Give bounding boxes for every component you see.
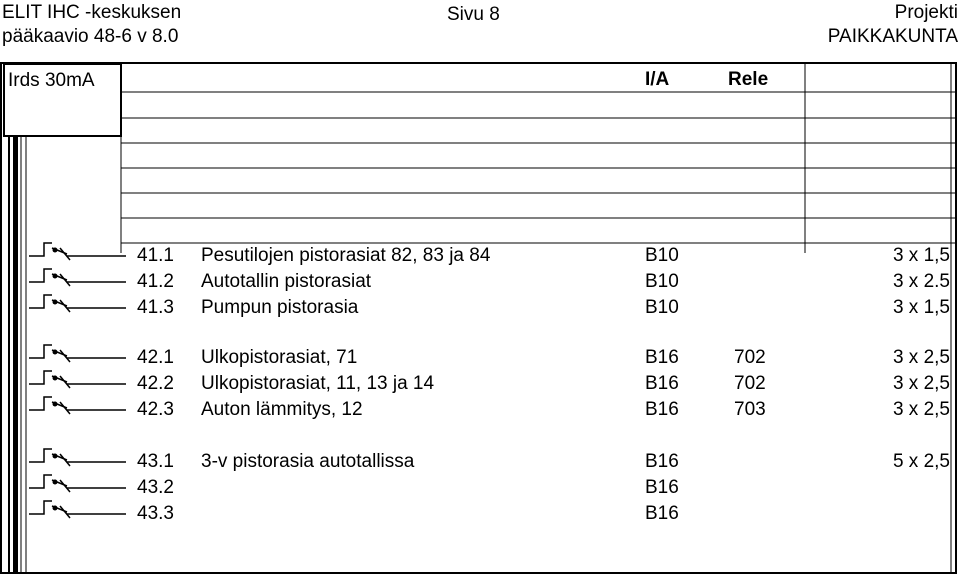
circuit-description: 3-v pistorasia autotallissa [201, 451, 415, 472]
circuit-cable: 3 x 1,5 [892, 297, 950, 318]
circuit-id: 41.3 [137, 297, 174, 318]
circuit-row [0, 475, 950, 501]
page-number: Sivu 8 [447, 4, 500, 25]
circuit-id: 41.1 [137, 245, 174, 266]
circuit-row [0, 501, 950, 527]
circuit-breaker-rating: B16 [645, 503, 679, 524]
circuit-id: 42.2 [137, 373, 174, 394]
circuit-breaker-rating: B10 [645, 297, 679, 318]
circuit-description: Pesutilojen pistorasiat 82, 83 ja 84 [201, 245, 491, 266]
circuit-id: 43.3 [137, 503, 174, 524]
col-ia-header: I/A [645, 69, 670, 90]
circuit-breaker-rating: B16 [645, 477, 679, 498]
circuit-row [0, 397, 950, 423]
col-rele-header: Rele [728, 69, 769, 90]
doc-title-line1: ELIT IHC -keskuksen [2, 2, 182, 23]
circuit-id: 42.3 [137, 399, 174, 420]
circuit-cable: 3 x 1,5 [892, 245, 950, 266]
circuit-relay: 703 [734, 399, 766, 420]
circuit-cable: 3 x 2,5 [892, 347, 950, 368]
circuit-cable: 3 x 2.5 [892, 271, 950, 292]
circuit-description: Auton lämmitys, 12 [201, 399, 363, 420]
circuit-relay: 702 [734, 347, 766, 368]
circuit-breaker-rating: B16 [645, 347, 679, 368]
circuit-breaker-rating: B10 [645, 245, 679, 266]
project-label: Projekti [894, 2, 958, 23]
doc-title-line2: pääkaavio 48-6 v 8.0 [2, 26, 179, 47]
circuit-id: 43.2 [137, 477, 174, 498]
circuit-breaker-rating: B16 [645, 399, 679, 420]
circuit-breaker-rating: B16 [645, 451, 679, 472]
circuit-id: 41.2 [137, 271, 174, 292]
circuit-cable: 3 x 2,5 [892, 373, 950, 394]
circuit-row [0, 449, 950, 475]
circuit-breaker-rating: B16 [645, 373, 679, 394]
circuit-description: Ulkopistorasiat, 71 [201, 347, 358, 368]
circuit-description: Autotallin pistorasiat [201, 271, 372, 292]
circuit-row [0, 295, 950, 321]
circuit-row [0, 243, 950, 269]
circuit-cable: 5 x 2,5 [892, 451, 950, 472]
circuit-cable: 3 x 2,5 [892, 399, 950, 420]
circuit-row [0, 345, 950, 371]
project-location: PAIKKAKUNTA [827, 26, 958, 47]
circuit-id: 43.1 [137, 451, 174, 472]
circuit-description: Pumpun pistorasia [201, 297, 359, 318]
circuit-breaker-rating: B10 [645, 271, 679, 292]
circuit-description: Ulkopistorasiat, 11, 13 ja 14 [201, 373, 435, 394]
circuit-row [0, 371, 950, 397]
circuit-row [0, 269, 950, 295]
rcd-label: Irds 30mA [8, 70, 95, 91]
circuit-relay: 702 [734, 373, 766, 394]
circuit-id: 42.1 [137, 347, 174, 368]
